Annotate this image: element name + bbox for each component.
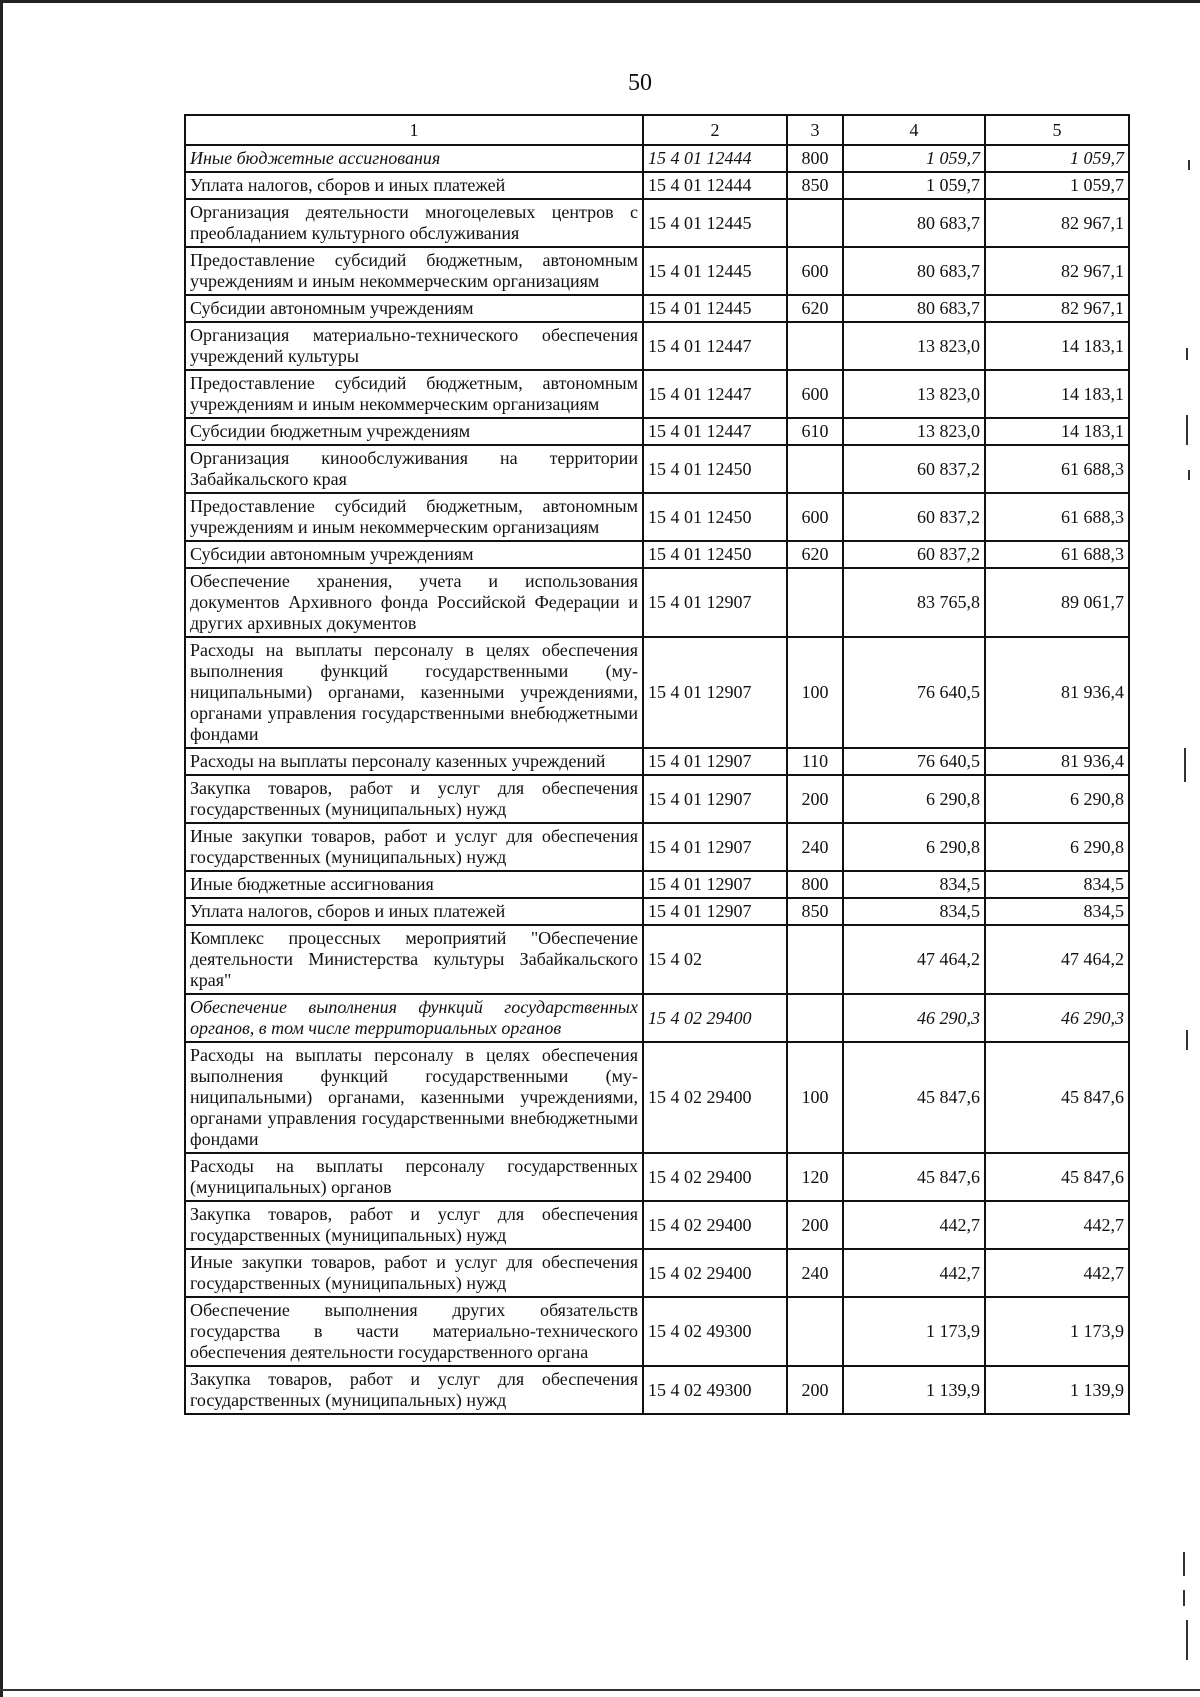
cell-code: 15 4 01 12907 <box>643 568 787 637</box>
cell-expense-type <box>787 322 843 370</box>
cell-amount-2: 1 139,9 <box>985 1366 1129 1414</box>
budget-table <box>184 114 1130 1415</box>
cell-amount-1: 834,5 <box>843 898 985 925</box>
cell-amount-2: 45 847,6 <box>985 1153 1129 1201</box>
table-row <box>185 1249 1129 1297</box>
cell-name: Предоставление субсидий бюджетным, автономным учреждениям и иным некоммерческим организациям <box>185 370 643 418</box>
cell-amount-1: 80 683,7 <box>843 199 985 247</box>
cell-amount-2: 442,7 <box>985 1249 1129 1297</box>
cell-amount-1: 6 290,8 <box>843 775 985 823</box>
cell-code: 15 4 01 12445 <box>643 199 787 247</box>
table-row <box>185 925 1129 994</box>
cell-code: 15 4 01 12445 <box>643 247 787 295</box>
cell-code: 15 4 01 12450 <box>643 493 787 541</box>
cell-name: Комплекс процессных мероприятий "Обеспечение деятельности Министерства культуры Забайкальского края" <box>185 925 643 994</box>
table-row <box>185 637 1129 748</box>
cell-code: 15 4 02 49300 <box>643 1366 787 1414</box>
cell-code: 15 4 02 <box>643 925 787 994</box>
cell-name: Закупка товаров, работ и услуг для обеспечения государственных (муниципальных) нужд <box>185 1201 643 1249</box>
cell-amount-1: 60 837,2 <box>843 541 985 568</box>
cell-expense-type: 200 <box>787 775 843 823</box>
cell-amount-2: 442,7 <box>985 1201 1129 1249</box>
cell-expense-type <box>787 199 843 247</box>
cell-expense-type: 800 <box>787 145 843 172</box>
table-row <box>185 370 1129 418</box>
cell-amount-1: 45 847,6 <box>843 1042 985 1153</box>
cell-expense-type: 800 <box>787 871 843 898</box>
header-col-2: 2 <box>643 115 787 145</box>
cell-amount-2: 47 464,2 <box>985 925 1129 994</box>
table-row <box>185 295 1129 322</box>
cell-code: 15 4 01 12907 <box>643 898 787 925</box>
cell-code: 15 4 01 12450 <box>643 541 787 568</box>
cell-code: 15 4 01 12907 <box>643 775 787 823</box>
cell-expense-type: 200 <box>787 1366 843 1414</box>
table-row <box>185 541 1129 568</box>
cell-amount-1: 13 823,0 <box>843 370 985 418</box>
cell-code: 15 4 02 29400 <box>643 1042 787 1153</box>
cell-amount-1: 1 173,9 <box>843 1297 985 1366</box>
cell-code: 15 4 01 12907 <box>643 871 787 898</box>
cell-code: 15 4 01 12447 <box>643 370 787 418</box>
cell-amount-1: 76 640,5 <box>843 748 985 775</box>
cell-amount-2: 61 688,3 <box>985 445 1129 493</box>
cell-code: 15 4 01 12907 <box>643 748 787 775</box>
table-row <box>185 898 1129 925</box>
cell-amount-1: 76 640,5 <box>843 637 985 748</box>
cell-name: Организация деятельности многоцелевых центров с преобладанием культурного обслуживания <box>185 199 643 247</box>
cell-expense-type: 610 <box>787 418 843 445</box>
cell-expense-type <box>787 994 843 1042</box>
cell-expense-type: 100 <box>787 637 843 748</box>
table-row <box>185 445 1129 493</box>
cell-code: 15 4 02 29400 <box>643 1249 787 1297</box>
cell-name: Расходы на выплаты персоналу казенных учреждений <box>185 748 643 775</box>
cell-amount-1: 80 683,7 <box>843 247 985 295</box>
cell-code: 15 4 01 12445 <box>643 295 787 322</box>
cell-expense-type: 850 <box>787 172 843 199</box>
cell-expense-type: 110 <box>787 748 843 775</box>
cell-amount-1: 442,7 <box>843 1201 985 1249</box>
table-row <box>185 1153 1129 1201</box>
cell-name: Обеспечение выполнения функций государственных органов, в том числе территориальных органов <box>185 994 643 1042</box>
cell-expense-type: 850 <box>787 898 843 925</box>
cell-amount-1: 60 837,2 <box>843 445 985 493</box>
cell-name: Организация кинообслуживания на территории Забайкальского края <box>185 445 643 493</box>
cell-expense-type <box>787 925 843 994</box>
cell-name: Обеспечение выполнения других обязательств государства в части материально-технического обеспечения деятельности государственного органа <box>185 1297 643 1366</box>
cell-code: 15 4 01 12447 <box>643 418 787 445</box>
cell-name: Расходы на выплаты персоналу государственных (муниципальных) органов <box>185 1153 643 1201</box>
cell-amount-1: 834,5 <box>843 871 985 898</box>
table-row <box>185 247 1129 295</box>
cell-amount-1: 13 823,0 <box>843 322 985 370</box>
cell-code: 15 4 02 29400 <box>643 994 787 1042</box>
cell-expense-type: 120 <box>787 1153 843 1201</box>
cell-name: Уплата налогов, сборов и иных платежей <box>185 172 643 199</box>
cell-amount-2: 46 290,3 <box>985 994 1129 1042</box>
cell-amount-1: 6 290,8 <box>843 823 985 871</box>
cell-expense-type: 600 <box>787 370 843 418</box>
cell-code: 15 4 01 12450 <box>643 445 787 493</box>
table-row <box>185 145 1129 172</box>
cell-expense-type: 620 <box>787 541 843 568</box>
cell-amount-1: 80 683,7 <box>843 295 985 322</box>
cell-amount-1: 1 139,9 <box>843 1366 985 1414</box>
cell-amount-1: 442,7 <box>843 1249 985 1297</box>
cell-amount-1: 46 290,3 <box>843 994 985 1042</box>
header-col-5: 5 <box>985 115 1129 145</box>
cell-amount-2: 82 967,1 <box>985 199 1129 247</box>
cell-amount-2: 834,5 <box>985 898 1129 925</box>
cell-name: Субсидии бюджетным учреждениям <box>185 418 643 445</box>
cell-name: Закупка товаров, работ и услуг для обеспечения государственных (муниципальных) нужд <box>185 1366 643 1414</box>
cell-name: Закупка товаров, работ и услуг для обеспечения государственных (муниципальных) нужд <box>185 775 643 823</box>
cell-amount-2: 14 183,1 <box>985 418 1129 445</box>
cell-name: Уплата налогов, сборов и иных платежей <box>185 898 643 925</box>
cell-name: Иные бюджетные ассигнования <box>185 871 643 898</box>
cell-amount-1: 83 765,8 <box>843 568 985 637</box>
cell-amount-1: 47 464,2 <box>843 925 985 994</box>
cell-expense-type <box>787 445 843 493</box>
cell-amount-2: 1 059,7 <box>985 172 1129 199</box>
cell-name: Иные бюджетные ассигнования <box>185 145 643 172</box>
cell-name: Предоставление субсидий бюджетным, автономным учреждениям и иным некоммерческим организациям <box>185 247 643 295</box>
table-row <box>185 493 1129 541</box>
cell-name: Обеспечение хранения, учета и использования документов Архивного фонда Российской Федерации и других архивных документов <box>185 568 643 637</box>
table-row <box>185 748 1129 775</box>
scan-edge-left <box>0 0 3 1697</box>
cell-expense-type: 600 <box>787 247 843 295</box>
cell-amount-2: 82 967,1 <box>985 247 1129 295</box>
cell-amount-2: 81 936,4 <box>985 748 1129 775</box>
header-col-3: 3 <box>787 115 843 145</box>
page-number: 50 <box>628 70 652 96</box>
cell-amount-2: 82 967,1 <box>985 295 1129 322</box>
cell-name: Расходы на выплаты персоналу в целях обеспечения выполнения функций государственными (муниципальными) органами, казенными учреждениями, органами управления государственными внебюджетными фондами <box>185 1042 643 1153</box>
cell-code: 15 4 01 12907 <box>643 823 787 871</box>
cell-name: Субсидии автономным учреждениям <box>185 295 643 322</box>
cell-code: 15 4 02 29400 <box>643 1201 787 1249</box>
scan-edge-top <box>0 0 1200 3</box>
table-row <box>185 568 1129 637</box>
cell-amount-2: 834,5 <box>985 871 1129 898</box>
cell-code: 15 4 02 29400 <box>643 1153 787 1201</box>
table-row <box>185 994 1129 1042</box>
cell-amount-2: 1 173,9 <box>985 1297 1129 1366</box>
table-row <box>185 775 1129 823</box>
cell-expense-type: 240 <box>787 1249 843 1297</box>
table-row <box>185 1201 1129 1249</box>
cell-amount-1: 13 823,0 <box>843 418 985 445</box>
cell-amount-2: 61 688,3 <box>985 541 1129 568</box>
cell-name: Предоставление субсидий бюджетным, автономным учреждениям и иным некоммерческим организациям <box>185 493 643 541</box>
cell-code: 15 4 01 12444 <box>643 172 787 199</box>
table-row <box>185 823 1129 871</box>
scan-edge-bottom <box>0 1689 1200 1691</box>
cell-expense-type <box>787 1297 843 1366</box>
cell-expense-type: 620 <box>787 295 843 322</box>
table-row <box>185 1297 1129 1366</box>
cell-amount-1: 45 847,6 <box>843 1153 985 1201</box>
cell-amount-2: 6 290,8 <box>985 775 1129 823</box>
cell-amount-2: 45 847,6 <box>985 1042 1129 1153</box>
cell-expense-type: 240 <box>787 823 843 871</box>
cell-code: 15 4 01 12444 <box>643 145 787 172</box>
header-col-1: 1 <box>185 115 643 145</box>
cell-amount-1: 1 059,7 <box>843 172 985 199</box>
cell-amount-2: 89 061,7 <box>985 568 1129 637</box>
cell-expense-type: 200 <box>787 1201 843 1249</box>
cell-name: Иные закупки товаров, работ и услуг для обеспечения государственных (муниципальных) нужд <box>185 823 643 871</box>
cell-name: Организация материально-технического обеспечения учреждений культуры <box>185 322 643 370</box>
cell-name: Иные закупки товаров, работ и услуг для обеспечения государственных (муниципальных) нужд <box>185 1249 643 1297</box>
cell-amount-1: 60 837,2 <box>843 493 985 541</box>
cell-expense-type: 600 <box>787 493 843 541</box>
cell-amount-2: 14 183,1 <box>985 322 1129 370</box>
cell-name: Расходы на выплаты персоналу в целях обеспечения выполнения функций государственными (муниципальными) органами, казенными учреждениями, органами управления государственными внебюджетными фондами <box>185 637 643 748</box>
table-row <box>185 418 1129 445</box>
table-row <box>185 199 1129 247</box>
cell-amount-2: 1 059,7 <box>985 145 1129 172</box>
cell-code: 15 4 02 49300 <box>643 1297 787 1366</box>
cell-amount-2: 14 183,1 <box>985 370 1129 418</box>
cell-expense-type <box>787 568 843 637</box>
cell-amount-2: 61 688,3 <box>985 493 1129 541</box>
table-header-row <box>185 115 1129 145</box>
header-col-4: 4 <box>843 115 985 145</box>
cell-amount-2: 6 290,8 <box>985 823 1129 871</box>
cell-code: 15 4 01 12447 <box>643 322 787 370</box>
cell-amount-1: 1 059,7 <box>843 145 985 172</box>
table-row <box>185 172 1129 199</box>
table-row <box>185 322 1129 370</box>
cell-expense-type: 100 <box>787 1042 843 1153</box>
cell-name: Субсидии автономным учреждениям <box>185 541 643 568</box>
cell-code: 15 4 01 12907 <box>643 637 787 748</box>
table-row <box>185 1366 1129 1414</box>
table-row <box>185 1042 1129 1153</box>
table-row <box>185 871 1129 898</box>
cell-amount-2: 81 936,4 <box>985 637 1129 748</box>
